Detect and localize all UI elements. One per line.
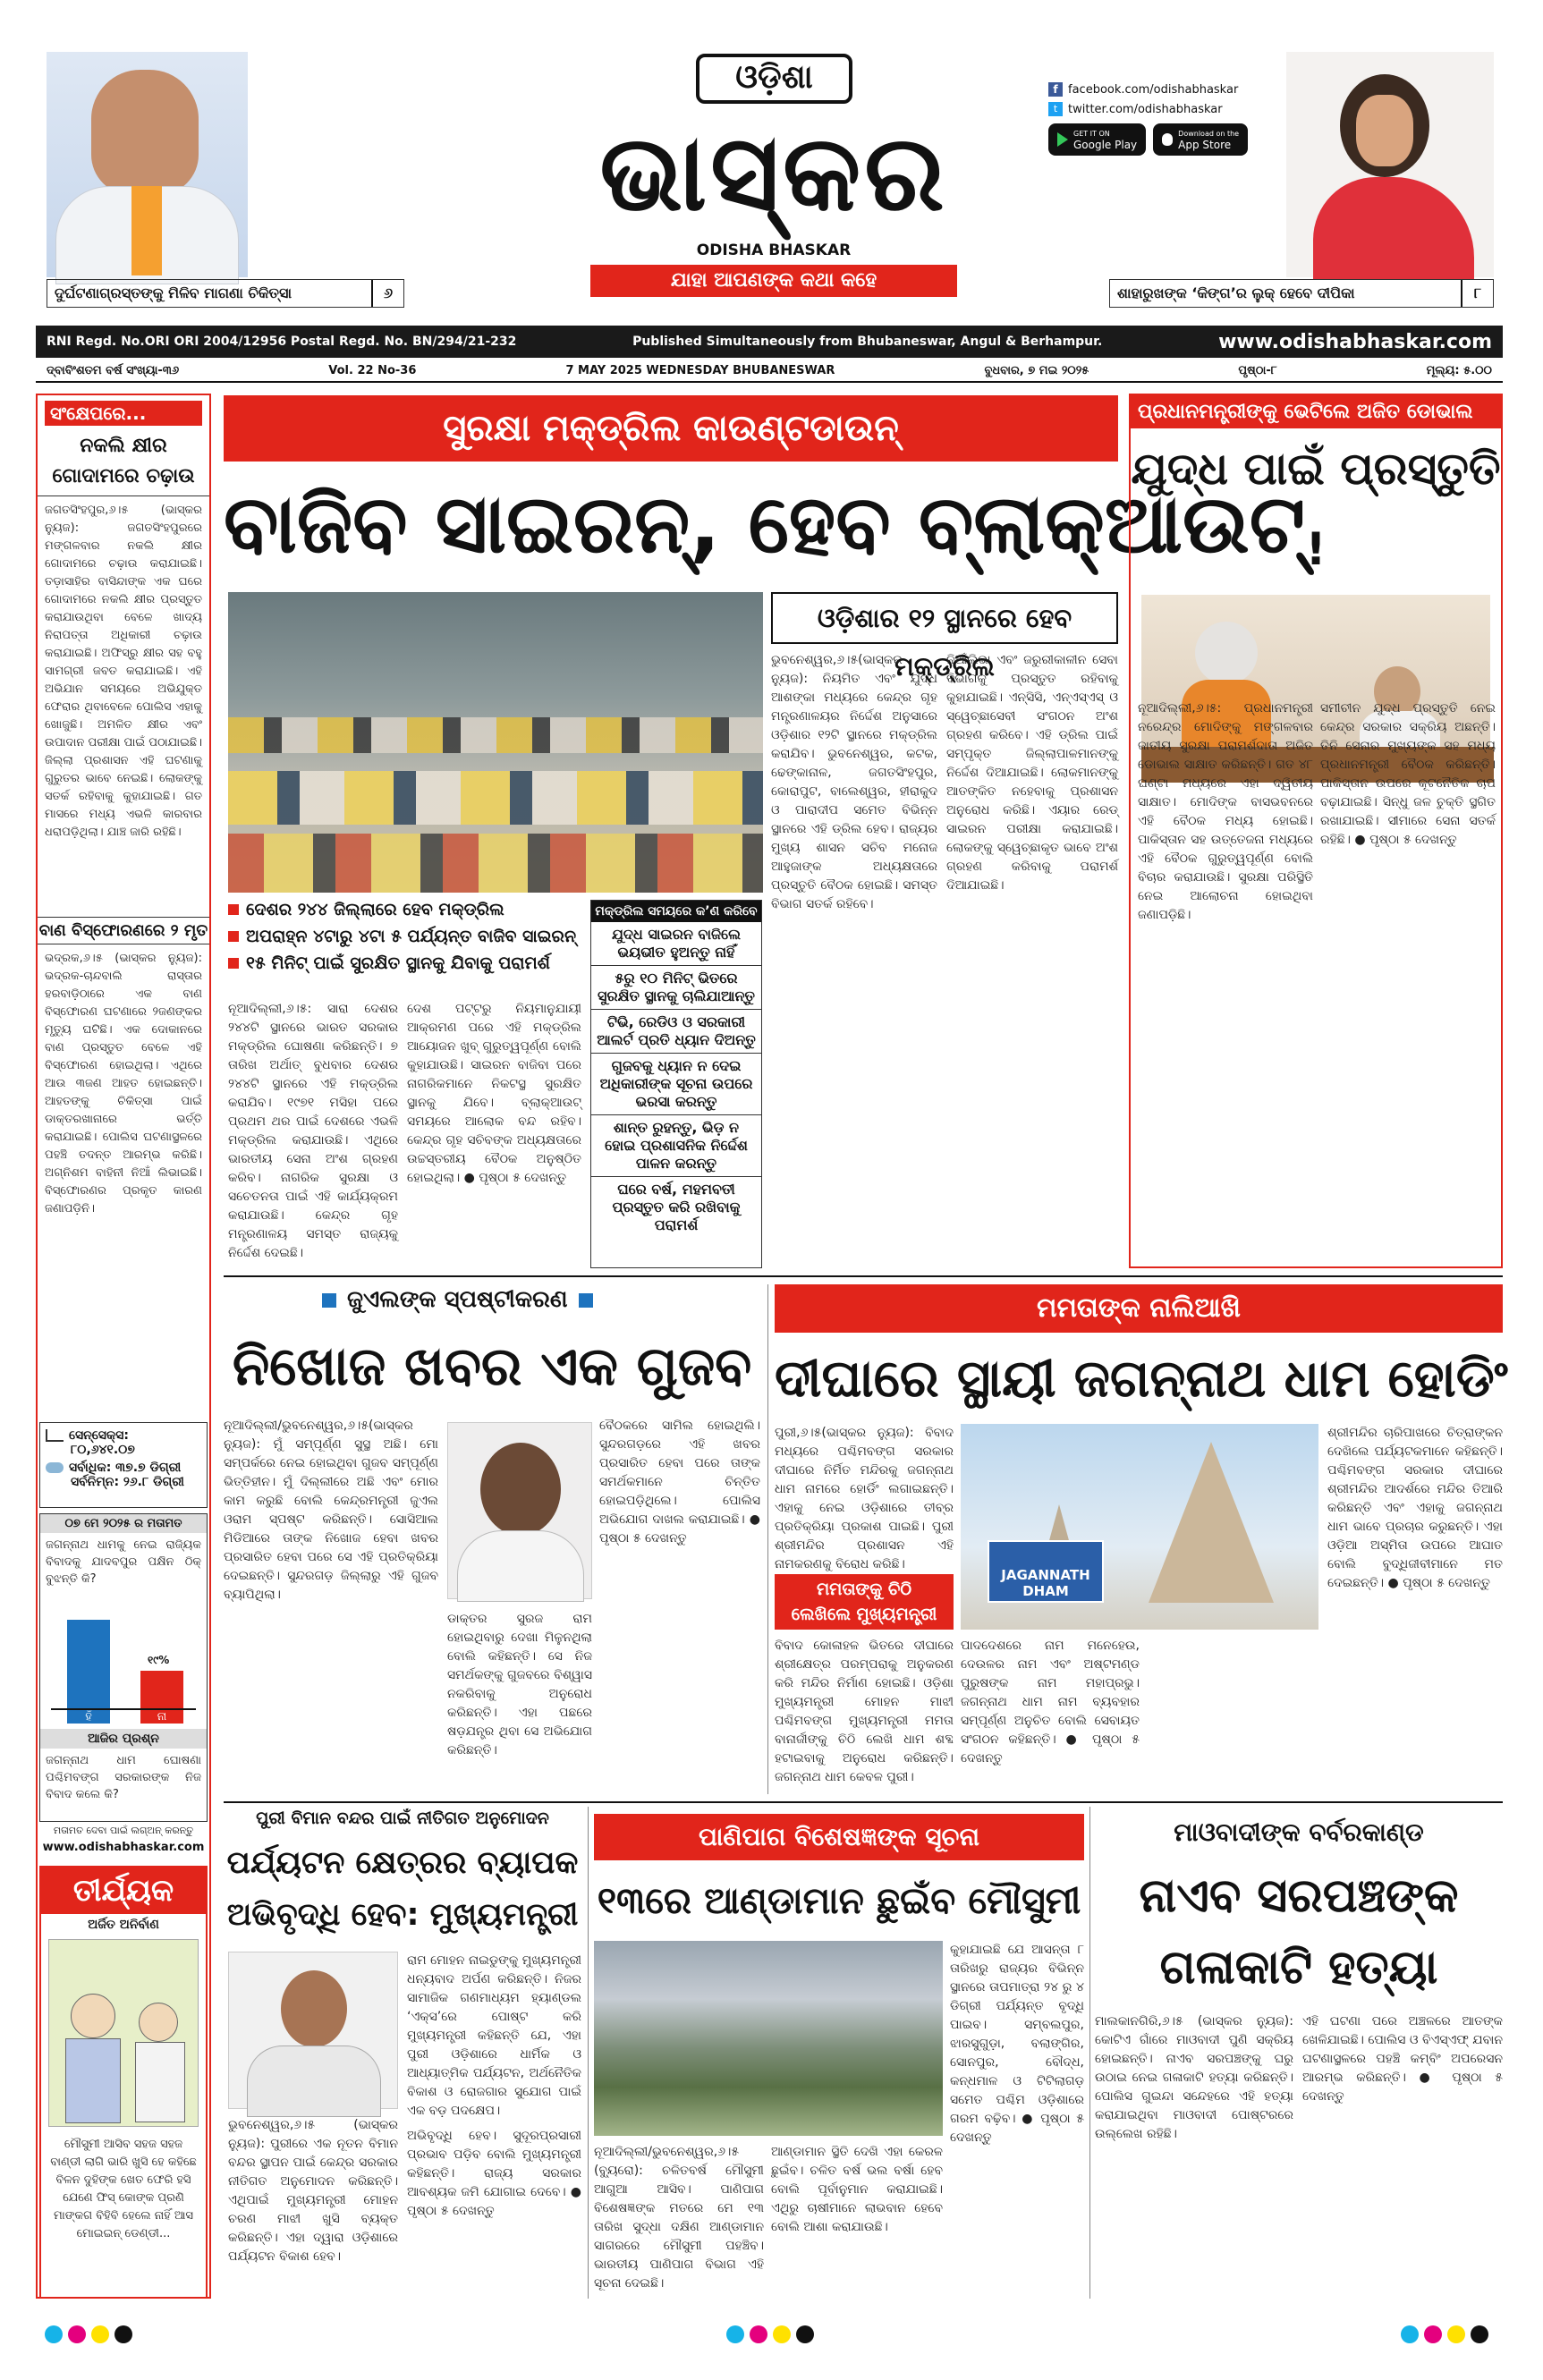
- lead-body-a: ନୂଆଦିଲ୍ଲୀ,୬।୫: ସାରା ଦେଶର ୨୪୪ଟି ସ୍ଥାନରେ ଭାରତ ସରକାର ମକ୍‌ଡ୍ରିଲ ଘୋଷଣା କରିଛନ୍ତି। ୭ ତାରିଖ ଅର୍ଥାତ୍ ବୁଧବାର ଦେଶର ୨୪୪ଟି ସ୍ଥାନରେ ଏହି ମକ୍‌ଡ୍ରିଲ କରାଯିବ। ୧୯୭୧ ମସିହା ପରେ ପ୍ରଥମ ଥର ପାଇଁ ଦେଶରେ ଏଭଳି ମକ୍‌ଡ୍ରିଲ କରାଯାଉଛି। ଏଥିରେ ଭାରତୀୟ ସେନା ଅଂଶ ଗ୍ରହଣ କରିବ। ନାଗରିକ ସୁରକ୍ଷା ଓ ସଚେତନତା ପାଇଁ ଏହି କାର୍ଯ୍ୟକ୍ରମ କରାଯାଉଛି। କେନ୍ଦ୍ର ଗୃହ ମନ୍ତ୍ରଣାଳୟ ସମସ୍ତ ରାଜ୍ୟକୁ ନିର୍ଦ୍ଦେଶ ଦେଇଛି।: [228, 1002, 398, 1260]
- magenta-dot: [750, 2325, 767, 2343]
- twitter-link[interactable]: twitter.com/odishabhaskar: [1068, 102, 1223, 116]
- lead-bullets: [228, 900, 581, 980]
- column-rule: [767, 1284, 768, 1794]
- market-weather-box: [39, 1422, 208, 1508]
- maoist-body-a: ମାଲକାନଗିରି,୬।୫ (ଭାସ୍କର ନ୍ୟୁଜ): କୋଟିଏ ଗାଁରେ ମାଓବାଦୀ ପୁଣି ସକ୍ରିୟ ହୋଇଛନ୍ତି। ନାଏବ ସରପଞ୍ଚଙ୍କୁ ଘରୁ ଉଠାଇ ନେଇ ଗଳାକାଟି ହତ୍ୟା କରିଛନ୍ତି। ପୋଲିସ ଗୁଇନ୍ଦା ସନ୍ଦେହରେ ଏହି ହତ୍ୟା କରାଯାଇଥିବା ମାଓବାଦୀ ପୋଷ୍ଟରରେ ଉଲ୍ଲେଖ ରହିଛି।: [1095, 2014, 1293, 2141]
- volume: Vol. 22 No-36: [328, 363, 417, 377]
- black-dot: [114, 2325, 132, 2343]
- bullet-square-icon: [228, 931, 239, 942]
- monsoon-kicker: ପାଣିପାଗ ବିଶେଷଜ୍ଞଙ୍କ ସୂଚନା: [594, 1814, 1084, 1860]
- maoist-headline: ନାଏବ ସରପଞ୍ଚଙ୍କ ଗଳାକାଟି ହତ୍ୟା: [1139, 1869, 1459, 1995]
- today-question: ଜଗନ୍ନାଥ ଧାମ ଘୋଷଣା ପଶ୍ଚିମବଙ୍ଗ ସରକାରଙ୍କ ନିଜ ବିବାଦ କଲେ କି?: [46, 1754, 201, 1801]
- drill-photo: [228, 592, 763, 893]
- section-rule: [224, 1801, 1503, 1803]
- brief-story2-body: ଭଦ୍ରକ,୬।୫ (ଭାସ୍କର ନ୍ୟୁଜ): ଭଦ୍ରକ-ଚାନ୍ଦବାଲି ରାସ୍ତାର ହରବାଡ଼ିଠାରେ ଏକ ବାଣ ବିସ୍ଫୋରଣ ଘଟଣାରେ ୨ଜଣଙ୍କର ମୃତ୍ୟୁ ଘଟିଛି। ଏକ ଦୋକାନରେ ବାଣ ପ୍ରସ୍ତୁତ ବେଳେ ଏହି ବିସ୍ଫୋରଣ ହୋଇଥିଲା। ଏଥିରେ ଆଉ ୩ଜଣ ଆହତ ହୋଇଛନ୍ତି। ଆହତଙ୍କୁ ଚିକିତ୍ସା ପାଇଁ ଡାକ୍ତରଖାନାରେ ଭର୍ତ୍ତି କରାଯାଇଛି। ପୋଲିସ ଘଟଣାସ୍ଥଳରେ ପହଞ୍ଚି ତଦନ୍ତ ଆରମ୍ଭ କରିଛି। ଅଗ୍ନିଶମ ବାହିନୀ ନିଆଁ ଲିଭାଇଛି। ବିସ୍ଫୋରଣର ପ୍ରକୃତ କାରଣ ଜଣାପଡ଼ିନି।: [45, 952, 202, 1215]
- yellow-dot: [1447, 2325, 1465, 2343]
- airport-body-c: ଅଭିବୃଦ୍ଧି ହେବ। ସୁଦୂରପ୍ରସାରୀ ପ୍ରଭାବ ପଡ଼ିବ ବୋଲି ମୁଖ୍ୟମନ୍ତ୍ରୀ କହିଛନ୍ତି। ରାଜ୍ୟ ସରକାର ଆବଶ୍ୟକ ଜମି ଯୋଗାଇ ଦେବେ। ● ପୃଷ୍ଠା ୫ ଦେଖନ୍ତୁ: [407, 2129, 581, 2218]
- right-promo-strip[interactable]: [1109, 279, 1494, 308]
- google-play-icon: [1057, 132, 1068, 147]
- apple-icon: [1162, 133, 1173, 146]
- lead-body-c: ଭୁବନେଶ୍ୱର,୬।୫(ଭାସ୍କର ନ୍ୟୁଜ): ନିୟମିତ ଏବଂ ଯୁଦ୍ଧ ଆଶଙ୍କା ମଧ୍ୟରେ କେନ୍ଦ୍ର ଗୃହ ମନ୍ତ୍ରଣାଳୟର ନିର୍ଦ୍ଦେଶ ଅନୁସାରେ ଓଡ଼ିଶାର ୧୨ଟି ସ୍ଥାନରେ ମକ୍‌ଡ୍ରିଲ କରାଯିବ। ଭୁବନେଶ୍ୱର, କଟକ, ଢେଙ୍କାନାଳ, ଜଗତସିଂହପୁର, କୋରାପୁଟ, ବାଲେଶ୍ୱର, ହୀରାକୁଦ ଓ ପାରାଦୀପ ସମେତ ବିଭିନ୍ନ ସ୍ଥାନରେ ଏହି ଡ୍ରିଲ ହେବ। ରାଜ୍ୟର ମୁଖ୍ୟ ଶାସନ ସଚିବ ମନୋଜ ଆହୁଜାଙ୍କ ଅଧ୍ୟକ୍ଷତାରେ ପ୍ରସ୍ତୁତି ବୈଠକ ହୋଇଛି। ସମସ୍ତ ବିଭାଗ ସତର୍କ ରହିବେ।: [771, 653, 937, 911]
- poll-chart: [51, 1603, 196, 1710]
- registration-marks-right: [1401, 2325, 1494, 2347]
- masthead-tagline: ଯାହା ଆପଣଙ୍କ କଥା କହେ: [590, 265, 957, 297]
- mamata-inset: ମମତାଙ୍କୁ ଚିଠି ଲେଖିଲେ ମୁଖ୍ୟମନ୍ତ୍ରୀ: [775, 1574, 954, 1630]
- poll-yes-label: ହଁ: [67, 1710, 110, 1724]
- black-dot: [796, 2325, 814, 2343]
- lead-headline: ବାଜିବ ସାଇରନ୍, ହେବ ବ୍ଲାକ୍‌ଆଉଟ୍: [224, 478, 1306, 572]
- masthead-title: ଭାସ୍କର: [599, 111, 948, 234]
- top-wordmark: ଓଡ଼ିଶା: [696, 54, 852, 104]
- published-text: Published Simultaneously from Bhubaneswar, Angul & Berhampur.: [632, 335, 1103, 349]
- google-play-small: GET IT ON: [1073, 130, 1110, 138]
- mamata-body-c: ପାଦଦେଶରେ ନାମ ମନେହେଉ, ଦେଉଳର ନାମ ଏବଂ ଅଷ୍ଟମଣ୍ଡ ପୁରୁଷଙ୍କ ନାମ ମହାପ୍ରଭୁ। ଜଗନ୍ନାଥ ଧାମ ନାମ ବ୍ୟବହାର ସମ୍ପୂର୍ଣ୍ଣ ଅନୁଚିତ ବୋଲି ସେବାୟତ ସଂଗଠନ କହିଛନ୍ତି। ● ପୃଷ୍ଠା ୫ ଦେଖନ୍ତୁ: [961, 1639, 1140, 1766]
- masthead-english: ODISHA BHASKAR: [696, 241, 852, 259]
- website-text[interactable]: www.odishabhaskar.com: [1218, 330, 1492, 353]
- today-question-header: ଆଜିର ପ୍ରଶ୍ନ: [40, 1729, 207, 1749]
- page-count: ପୃଷ୍ଠା-୮: [1238, 363, 1277, 377]
- right-lead-body-b: ସମୀଚୀନ ଯୁଦ୍ଧ ପ୍ରସ୍ତୁତି ନେଇ କେନ୍ଦ୍ର ସରକାର ସକ୍ରିୟ ଅଛନ୍ତି। ତିନି ସେନାର ମୁଖ୍ୟଙ୍କ ସହ ମଧ୍ୟ ପ୍ରଧାନମନ୍ତ୍ରୀ ବୈଠକ କରିଛନ୍ତି। ପାକିସ୍ତାନ ଉପରେ କୂଟନୈତିକ ଚାପ ବଢ଼ାଯାଇଛି। ସିନ୍ଧୁ ଜଳ ଚୁକ୍ତି ସ୍ଥଗିତ ରଖାଯାଇଛି। ସୀମାରେ ସେନା ସତର୍କ ରହିଛି। ● ପୃଷ୍ଠା ୫ ଦେଖନ୍ତୁ: [1320, 701, 1496, 847]
- kicker-square-icon: [579, 1293, 593, 1308]
- app-store-small: Download on the: [1178, 130, 1240, 138]
- leader-photo: [47, 52, 248, 277]
- right-lead-body-a: ନୂଆଦିଲ୍ଲୀ,୬।୫: ପ୍ରଧାନମନ୍ତ୍ରୀ ନରେନ୍ଦ୍ର ମୋଦିଙ୍କୁ ମଙ୍ଗଳବାର ଜାତୀୟ ସୁରକ୍ଷା ପରାମର୍ଶଦାତା ଅଜିତ ଡୋଭାଲ ସାକ୍ଷାତ କରିଛନ୍ତି। ଗତ ୪୮ ଘଣ୍ଟା ମଧ୍ୟରେ ଏହା ଦ୍ୱିତୀୟ ସାକ୍ଷାତ। ମୋଦିଙ୍କ ବାସଭବନରେ ଏହି ବୈଠକ ମଧ୍ୟ ହୋଇଛି। ପାକିସ୍ତାନ ସହ ଉତ୍ତେଜନା ମଧ୍ୟରେ ଏହି ବୈଠକ ଗୁରୁତ୍ୱପୂର୍ଣ୍ଣ ବୋଲି ବିଚାର କରାଯାଉଛି। ସୁରକ୍ଷା ପରିସ୍ଥିତି ନେଇ ଆଲୋଚନା ହୋଇଥିବା ଜଣାପଡ଼ିଛି।: [1138, 701, 1313, 922]
- yellow-dot: [91, 2325, 109, 2343]
- temple-photo: [961, 1424, 1318, 1630]
- jual-kicker: ଜୁଏଲଙ୍କ ସ୍ପଷ୍ଟୀକରଣ: [322, 1286, 593, 1314]
- airport-headline: ପର୍ଯ୍ୟଟନ କ୍ଷେତ୍ରର ବ୍ୟାପକ ଅଭିବୃଦ୍ଧି ହେବ: ମୁଖ୍ୟମନ୍ତ୍ରୀ: [226, 1845, 579, 1933]
- poll-bar-yes: [67, 1620, 110, 1708]
- cartoon-title: ତୀର୍ଯ୍ୟକ: [41, 1868, 206, 1914]
- right-lead-box: [1129, 394, 1503, 1268]
- section-rule: [224, 1275, 1503, 1277]
- registration-marks-left: [45, 2325, 138, 2347]
- jual-body-b: ଡାକ୍ତର ସୁରଜ ରାମ ହୋଇଥିବାରୁ ଦେଖା ମିଳୁନଥିଲା ବୋଲି କହିଛନ୍ତି। ସେ ନିଜ ସମର୍ଥକଙ୍କୁ ଗୁଜବରେ ବିଶ୍ୱାସ ନକରିବାକୁ ଅନୁରୋଧ କରିଛନ୍ତି। ଏହା ପଛରେ ଷଡ଼ଯନ୍ତ୍ର ଥିବା ସେ ଅଭିଯୋଗ କରିଛନ୍ତି।: [447, 1612, 592, 1757]
- monsoon-photo: [594, 1941, 943, 2136]
- right-promo-text: ଶାହାରୁଖଙ୍କ ‘କିଙ୍ଗ’ର ଲୁକ୍ ହେବେ ଦୀପିକା: [1117, 284, 1355, 301]
- tip-6: ଘରେ ବର୍ଷ, ମହମବତୀ ପ୍ରସ୍ତୁତ କରି ରଖିବାକୁ ପରାମର୍ଶ: [612, 1181, 741, 1233]
- cartoon-artist: ଅର୍ଜିତ ଅନିର୍ବାଣ: [88, 1918, 159, 1932]
- twitter-icon: t: [1048, 102, 1063, 116]
- jual-headline: ନିଖୋଜ ଖବର ଏକ ଗୁଜବ: [232, 1335, 752, 1398]
- maoist-body-b: ଏହି ଘଟଣା ପରେ ଅଞ୍ଚଳରେ ଆତଙ୍କ ଖେଳିଯାଇଛି। ପୋଲିସ ଓ ବିଏସ୍‌ଏଫ୍ ଯବାନ ଘଟଣାସ୍ଥଳରେ ପହଞ୍ଚି କମ୍ବିଂ ଅପରେସନ ଆରମ୍ଭ କରିଛନ୍ତି। ● ପୃଷ୍ଠା ୫ ଦେଖନ୍ତୁ: [1302, 2014, 1503, 2104]
- app-store-badge[interactable]: [1153, 123, 1248, 156]
- jual-photo: [447, 1422, 592, 1599]
- sensex-value: ୮୦,୬୪୧.୦୭: [71, 1443, 135, 1457]
- max-temp: ସର୍ବାଧିକ: ୩୭.୭ ଡିଗ୍ରୀ: [69, 1461, 182, 1475]
- tips-box: [590, 900, 762, 1268]
- right-promo-page: ୮: [1461, 280, 1493, 307]
- poll-header: ୦୭ ମେ ୨୦୨୫ ର ମତାମତ: [40, 1514, 207, 1533]
- stock-chart-icon: [46, 1429, 64, 1442]
- temple-sign: JAGANNATH DHAM: [988, 1540, 1104, 1603]
- poll-bar-no: [140, 1671, 183, 1708]
- lead-banner: ସୁରକ୍ଷା ମକ୍‌ଡ୍ରିଲ କାଉଣ୍ଟଡାଉନ୍: [224, 395, 1118, 462]
- brief-story1-title: ନକଲି କ୍ଷୀର ଗୋଦାମରେ ଚଢ଼ାଉ: [38, 431, 209, 496]
- right-lead-headline: ଯୁଦ୍ଧ ପାଇଁ ପ୍ରସ୍ତୁତି !: [1131, 443, 1501, 575]
- cartoon-box: [39, 1866, 208, 2299]
- bullet-square-icon: [228, 904, 239, 915]
- tip-3: ଟିଭି, ରେଡିଓ ଓ ସରକାରୀ ଆଲର୍ଟ ପ୍ରତି ଧ୍ୟାନ ଦିଅନ୍ତୁ: [591, 1010, 761, 1054]
- facebook-link[interactable]: facebook.com/odishabhaskar: [1068, 82, 1239, 97]
- cartoon-caption: ମୌସୁମୀ ଆସିବ ସହଜ ସହଜ ବାଣ୍ଡୀ ଲାଗି ଭାରି ଖୁସି ହେ କହିଛେ ବିଳନ ଦୁହିଙ୍କ ଖେତ ଫେରି ହସି ଯେଣେ ଫିସ୍ କୋଙ୍କ ପ୍ରଣି ମାଙ୍କଗ ବିହିବି ହେଲେ ନାହିଁ ଆସ ମୋଇଇନ୍ ଡେଣ୍ଡୀ...: [50, 2138, 197, 2240]
- brief-story1-body: ଜଗତସିଂହପୁର,୬।୫ (ଭାସ୍କର ନ୍ୟୁଜ): ଜଗତସିଂହପୁରରେ ମଙ୍ଗଳବାର ନକଲି କ୍ଷୀର ଗୋଦାମରେ ଚଢ଼ାଉ କରାଯାଇଛି। ତଡ଼ାସାହିର ବାସିନ୍ଦାଙ୍କ ଏକ ଘରେ ଗୋଦାମରେ ନକଲି କ୍ଷୀର ପ୍ରସ୍ତୁତ କରାଯାଉଥିବା ବେଳେ ଖାଦ୍ୟ ନିରାପତ୍ତା ଅଧିକାରୀ ଚଢ଼ାଉ କରାଯାଇଛି। ଅଫିସ୍ରୁ କ୍ଷୀର ସହ ବହୁ ସାମଗ୍ରୀ ଜବତ କରାଯାଇଛି। ଏହି ଅଭିଯାନ ସମୟରେ ଅଭିଯୁକ୍ତ ଫେରାର ଥିବାବେଳେ ପୋଲିସ ଏହାକୁ ଖୋଜୁଛି। ଅମଳିତ କ୍ଷୀର ଏବଂ ଉପାଦାନ ପରୀକ୍ଷା ପାଇଁ ପଠାଯାଇଛି। ଜିଲ୍ଲା ପ୍ରଶାସନ ଏହି ଘଟଣାକୁ ଗୁରୁତର ଭାବେ ନେଇଛି। ଲୋକଙ୍କୁ ସତର୍କ ରହିବାକୁ କୁହାଯାଇଛି। ଗତ ମାସରେ ମଧ୍ୟ ଏଭଳି କାରବାର ଧରାପଡ଼ିଥିଲା। ଯାଞ୍ଚ ଜାରି ରହିଛି।: [45, 504, 202, 839]
- sensex-label: ସେନ୍‌ସେକ୍ସ:: [69, 1428, 130, 1443]
- monsoon-headline: ୧୩ରେ ଆଣ୍ଡାମାନ ଛୁଇଁବ ମୌସୁମୀ: [597, 1879, 1081, 1922]
- lead-subhead-box: [771, 592, 1118, 682]
- jual-body-a: ନୂଆଦିଲ୍ଲୀ/ଭୁବନେଶ୍ୱର,୬।୫(ଭାସ୍କର ନ୍ୟୁଜ): ମୁଁ ସମ୍ପୂର୍ଣ୍ଣ ସୁସ୍ଥ ଅଛି। ମୋ ସମ୍ପର୍କରେ ନେଇ ହୋଇଥିବା ଗୁଜବ ସମ୍ପୂର୍ଣ୍ଣ ଭିତ୍ତିହୀନ। ମୁଁ ଦିଲ୍ଲୀରେ ଅଛି ଏବଂ ମୋର କାମ କରୁଛି ବୋଲି କେନ୍ଦ୍ରମନ୍ତ୍ରୀ ଜୁଏଲ ଓରାମ ସ୍ପଷ୍ଟ କରିଛନ୍ତି। ସୋସିଆଲ ମିଡିଆରେ ତାଙ୍କ ନିଖୋଜ ହେବା ଖବର ପ୍ରସାରିତ ହେବା ପରେ ସେ ଏହି ପ୍ରତିକ୍ରିୟା ଦେଇଛନ୍ତି। ସୁନ୍ଦରଗଡ଼ ଜିଲ୍ଲାରୁ ଏହି ଗୁଜବ ବ୍ୟାପିଥିଲା।: [224, 1419, 438, 1602]
- bullet-square-icon: [228, 958, 239, 969]
- column-rule: [1089, 1807, 1090, 2299]
- registration-marks-center: [726, 2325, 819, 2347]
- column-rule: [588, 1807, 589, 2299]
- rni-text: RNI Regd. No.ORI ORI 2004/12956 Postal Regd. No. BN/294/21-232: [47, 335, 517, 349]
- price: ମୂଲ୍ୟ: ୫.୦୦: [1426, 363, 1492, 377]
- left-promo-text: ଦୁର୍ଘଟଣାଗ୍ରସ୍ତଙ୍କୁ ମିଳିବ ମାଗଣା ଚିକିତ୍ସା: [55, 284, 292, 301]
- date-odia: ବୁଧବାର, ୭ ମଇ ୨୦୨୫: [984, 363, 1089, 377]
- yellow-dot: [773, 2325, 791, 2343]
- app-store-label: App Store: [1178, 139, 1232, 151]
- jual-body-c: ବୈଠକରେ ସାମିଲ ହୋଇଥିଲି। ସୁନ୍ଦରଗଡ଼ରେ ଏହି ଖବର ପ୍ରସାରିତ ହେବା ପରେ ତାଙ୍କ ସମର୍ଥକମାନେ ଚିନ୍ତିତ ହୋଇପଡ଼ିଥିଲେ। ପୋଲିସ ଅଭିଯୋଗ ଦାଖଲ କରାଯାଇଛି। ● ପୃଷ୍ଠା ୫ ଦେଖନ୍ତୁ: [599, 1419, 760, 1546]
- registration-bar: [36, 326, 1503, 358]
- left-promo-page: ୬: [371, 280, 403, 307]
- monsoon-body-c: ଆଣ୍ଡାମାନ ସ୍ଥିତି ଦେଖି ଏହା କେରଳ ଛୁଇଁବ। ଚଳିତ ବର୍ଷ ଭଲ ବର୍ଷା ହେବ ବୋଲି ପୂର୍ବାନୁମାନ କରାଯାଇଛି। ଏଥିରୁ ଚାଷୀମାନେ ଲାଭବାନ ହେବେ ବୋଲି ଆଶା କରାଯାଉଛି।: [771, 2145, 943, 2234]
- cyan-dot: [1401, 2325, 1419, 2343]
- maoist-kicker: ମାଓବାଦୀଙ୍କ ବର୍ବରକାଣ୍ଡ: [1174, 1817, 1424, 1847]
- brief-label: ସଂକ୍ଷେପରେ...: [45, 401, 202, 426]
- black-dot: [1471, 2325, 1488, 2343]
- poll-no-value: ୧୯%: [148, 1654, 170, 1666]
- tip-1: ଯୁଦ୍ଧ ସାଇରନ ବାଜିଲେ ଭୟଭୀତ ହୁଅନ୍ତୁ ନାହିଁ: [591, 922, 761, 966]
- airport-body-a: ରାମ ମୋହନ ନାଇଡୁଙ୍କୁ ମୁଖ୍ୟମନ୍ତ୍ରୀ ଧନ୍ୟବାଦ ଅର୍ପଣ କରିଛନ୍ତି। ନିଜର ସାମାଜିକ ଗଣମାଧ୍ୟମ ହ୍ୟାଣ୍ଡଲ ‘ଏକ୍ସ’ରେ ପୋଷ୍ଟ କରି ମୁଖ୍ୟମନ୍ତ୍ରୀ କହିଛନ୍ତି ଯେ, ଏହା ପୁରୀ ଓଡ଼ିଶାରେ ଧାର୍ମିକ ଓ ଆଧ୍ୟାତ୍ମିକ ପର୍ଯ୍ୟଟନ, ଅର୍ଥନୈତିକ ବିକାଶ ଓ ରୋଜଗାର ସୁଯୋଗ ପାଇଁ ଏକ ବଡ଼ ପଦକ୍ଷେପ।: [407, 1953, 581, 2118]
- year-issue: ଦ୍ବାବିଂଶତମ ବର୍ଷ ସଂଖ୍ୟା-୩୬: [47, 363, 180, 377]
- left-promo-strip[interactable]: [47, 279, 404, 308]
- google-play-badge[interactable]: [1048, 123, 1146, 156]
- mamata-body-a: ପୁରୀ,୬।୫(ଭାସ୍କର ନ୍ୟୁଜ): ବିବାଦ ମଧ୍ୟରେ ପଶ୍ଚିମବଙ୍ଗ ସରକାର ଦୀଘାରେ ନିର୍ମିତ ମନ୍ଦିରକୁ ଜଗନ୍ନାଥ ଧାମ ନାମରେ ହୋର୍ଡିଂ ଲଗାଇଛନ୍ତି। ଏହାକୁ ନେଇ ଓଡ଼ିଶାରେ ତୀବ୍ର ପ୍ରତିକ୍ରିୟା ପ୍ରକାଶ ପାଇଛି। ପୁରୀ ଶ୍ରୀମନ୍ଦିର ପ୍ରଶାସନ ଏହି ନାମକରଣକୁ ବିରୋଧ କରିଛି।: [775, 1426, 954, 1571]
- mamata-kicker: ମମତାଙ୍କ ନାଲିଆଖି: [775, 1284, 1503, 1333]
- monsoon-body-a: କୁହାଯାଇଛି ଯେ ଆସନ୍ତା ୮ ତାରିଖରୁ ରାଜ୍ୟର ବିଭିନ୍ନ ସ୍ଥାନରେ ତାପମାତ୍ରା ୨୪ ରୁ ୪ ଡିଗ୍ରୀ ପର୍ଯ୍ୟନ୍ତ ବୃଦ୍ଧି ପାଇବ। ସମ୍ବଲପୁର, ଝାରସୁଗୁଡ଼ା, ବଲାଙ୍ଗିର, ସୋନପୁର, ବୌଦ୍ଧ, କନ୍ଧମାଳ ଓ ଟିଟିଲାଗଡ଼ ସମେତ ପଶ୍ଚିମ ଓଡ଼ିଶାରେ ଗରମ ବଢ଼ିବ। ● ପୃଷ୍ଠା ୫ ଦେଖନ୍ତୁ: [950, 1943, 1084, 2145]
- min-temp: ସର୍ବନିମ୍ନ: ୨୬.୮ ଡିଗ୍ରୀ: [71, 1475, 184, 1489]
- facebook-icon: f: [1048, 82, 1063, 97]
- cyan-dot: [726, 2325, 744, 2343]
- tip-4: ଗୁଜବକୁ ଧ୍ୟାନ ନ ଦେଇ ଅଧିକାରୀଙ୍କ ସୂଚନା ଉପରେ ଭରସା କରନ୍ତୁ: [591, 1054, 761, 1115]
- opinion-poll-box: [39, 1513, 208, 1822]
- right-lead-kicker: ପ୍ରଧାନମନ୍ତ୍ରୀଙ୍କୁ ଭେଟିଲେ ଅଜିତ ଡୋଭାଲ: [1131, 395, 1501, 428]
- cartoon-drawing: [48, 1939, 199, 2127]
- tip-2: ୫ରୁ ୧୦ ମିନିଟ୍ ଭିତରେ ସୁରକ୍ଷିତ ସ୍ଥାନକୁ ଚାଲିଯାଆନ୍ତୁ: [591, 966, 761, 1010]
- dateline-bar: [36, 360, 1503, 383]
- cyan-dot: [45, 2325, 63, 2343]
- vote-site[interactable]: www.odishabhaskar.com: [42, 1841, 205, 1854]
- actress-photo: [1286, 52, 1494, 277]
- weather-icon: [46, 1462, 64, 1473]
- mamata-headline: ଦୀଘାରେ ସ୍ଥାୟୀ ଜଗନ୍ନାଥ ଧାମ ହୋଡିଂ: [775, 1348, 1508, 1409]
- airport-kicker: ପୁରୀ ବିମାନ ବନ୍ଦର ପାଇଁ ନୀତିଗତ ଅନୁମୋଦନ: [256, 1808, 549, 1828]
- lead-body-d: ନିଆଁଲିଭା ଏବଂ ଜରୁରୀକାଳୀନ ସେବା ବିଭାଗକୁ ପ୍ରସ୍ତୁତ ରହିବାକୁ କୁହାଯାଇଛି। ଏନ୍‌ସିସି, ଏନ୍‌ଏସ୍‌ଏସ୍ ଓ ସ୍ୱେଚ୍ଛାସେବୀ ସଂଗଠନ ଅଂଶ ଗ୍ରହଣ କରିବେ। ଏହି ଡ୍ରିଲ ପାଇଁ ସମ୍ପୃକ୍ତ ଜିଲ୍ଲାପାଳମାନଙ୍କୁ ନିର୍ଦ୍ଦେଶ ଦିଆଯାଇଛି। ଲୋକମାନଙ୍କୁ ଆତଙ୍କିତ ନହେବାକୁ ପ୍ରଶାସନ ଅନୁରୋଧ କରିଛି। ଏୟାର ରେଡ୍ ସାଇରନ ପରୀକ୍ଷା କରାଯାଇଛି। ଲୋକଙ୍କୁ ସ୍ୱେଚ୍ଛାକୃତ ଭାବେ ଅଂଶ ଗ୍ରହଣ କରିବାକୁ ପରାମର୍ଶ ଦିଆଯାଇଛି।: [946, 653, 1118, 893]
- magenta-dot: [68, 2325, 86, 2343]
- mamata-body-d: ଶ୍ରୀମନ୍ଦିର ଚାରିପାଖରେ ଚିତ୍ରାଙ୍କନ ଦେଖିଲେ ପର୍ଯ୍ୟଟକମାନେ କହିଛନ୍ତି। ପଶ୍ଚିମବଙ୍ଗ ସରକାର ଦୀଘାରେ ଶ୍ରୀମନ୍ଦିର ଆଦର୍ଶରେ ମନ୍ଦିର ତିଆରି କରିଛନ୍ତି ଏବଂ ଏହାକୁ ଜଗନ୍ନାଥ ଧାମ ଭାବେ ପ୍ରଚାର କରୁଛନ୍ତି। ଏହା ଓଡ଼ିଆ ଅସ୍ମିତା ଉପରେ ଆଘାତ ବୋଲି ବୁଦ୍ଧିଜୀବୀମାନେ ମତ ଦେଇଛନ୍ତି। ● ପୃଷ୍ଠା ୫ ଦେଖନ୍ତୁ: [1327, 1426, 1503, 1590]
- lead-bullet-2: ଅପରାହ୍ନ ୪ଟାରୁ ୪ଟା ୫ ପର୍ଯ୍ୟନ୍ତ ବାଜିବ ସାଇରନ୍: [246, 927, 577, 946]
- magenta-dot: [1424, 2325, 1442, 2343]
- poll-question: ଜଗନ୍ନାଥ ଧାମକୁ ନେଇ ରାଜ୍ୟିକ ବିବାଦକୁ ଯାଦବପୁର ପକ୍ଷିନ ଠିକ୍ ବୁଝନ୍ତି କି?: [46, 1538, 201, 1586]
- lead-bullet-1: ଦେଶର ୨୪୪ ଜିଲ୍ଲାରେ ହେବ ମକ୍‌ଡ୍ରିଲ: [246, 900, 504, 919]
- vote-instruction: ମତାମତ ଦେବା ପାଇଁ ଲଗ୍‌ଅନ୍ କରନ୍ତୁ: [53, 1825, 194, 1836]
- date-english: 7 MAY 2025 WEDNESDAY BHUBANESWAR: [565, 363, 835, 377]
- kicker-square-icon: [322, 1293, 336, 1308]
- lead-subhead: ଓଡ଼ିଶାର ୧୨ ସ୍ଥାନରେ ହେବ ମକ୍‌ଡ୍ରିଲ: [817, 603, 1072, 682]
- tips-title: ମକ୍‌ଡ୍ରିଲ ସମୟରେ କ’ଣ କରିବେ: [591, 901, 761, 922]
- monsoon-body-b: ନୂଆଦିଲ୍ଲୀ/ଭୁବନେଶ୍ୱର,୬।୫ (ବ୍ୟୁରୋ): ଚଳିତବର୍ଷ ମୌସୁମୀ ଆଗୁଆ ଆସିବ। ପାଣିପାଗ ବିଶେଷଜ୍ଞଙ୍କ ମତରେ ମେ ୧୩ ତାରିଖ ସୁଦ୍ଧା ଦକ୍ଷିଣ ଆଣ୍ଡାମାନ ସାଗରରେ ମୌସୁମୀ ପହଞ୍ଚିବ। ଭାରତୀୟ ପାଣିପାଗ ବିଭାଗ ଏହି ସୂଚନା ଦେଇଛି।: [594, 2145, 764, 2291]
- tip-5: ଶାନ୍ତ ରୁହନ୍ତୁ, ଭିଡ଼ ନ ହୋଇ ପ୍ରଶାସନିକ ନିର୍ଦ୍ଦେଶ ପାଳନ କରନ୍ତୁ: [591, 1115, 761, 1177]
- cm-photo: [228, 1952, 398, 2109]
- brief-story2-title: ବାଣ ବିସ୍ଫୋରଣରେ ୨ ମୃତ: [38, 917, 209, 944]
- mamata-body-b: ବିବାଦ କୋଳାହଳ ଭିତରେ ଦୀଘାରେ ଶ୍ରୀକ୍ଷେତ୍ର ପରମ୍ପରାକୁ ଅନୁକରଣ କରି ମନ୍ଦିର ନିର୍ମାଣ ହୋଇଛି। ଓଡ଼ିଶା ମୁଖ୍ୟମନ୍ତ୍ରୀ ମୋହନ ମାଝୀ ପଶ୍ଚିମବଙ୍ଗ ମୁଖ୍ୟମନ୍ତ୍ରୀ ମମତା ବାନାର୍ଜୀଙ୍କୁ ଚିଠି ଲେଖି ଧାମ ଶବ୍ଦ ହଟାଇବାକୁ ଅନୁରୋଧ କରିଛନ୍ତି। ଜଗନ୍ନାଥ ଧାମ କେବଳ ପୁରୀ।: [775, 1639, 954, 1784]
- lead-bullet-3: ୧୫ ମିନିଟ୍ ପାଇଁ ସୁରକ୍ଷିତ ସ୍ଥାନକୁ ଯିବାକୁ ପରାମର୍ଶ: [246, 953, 550, 973]
- social-block: [1048, 82, 1254, 156]
- airport-body-b: ଭୁବନେଶ୍ୱର,୬।୫ (ଭାସ୍କର ନ୍ୟୁଜ): ପୁରୀରେ ଏକ ନୂତନ ବିମାନ ବନ୍ଦର ସ୍ଥାପନ ପାଇଁ କେନ୍ଦ୍ର ସରକାର ନୀତିଗତ ଅନୁମୋଦନ କରିଛନ୍ତି। ଏଥିପାଇଁ ମୁଖ୍ୟମନ୍ତ୍ରୀ ମୋହନ ଚରଣ ମାଝୀ ଖୁସି ବ୍ୟକ୍ତ କରିଛନ୍ତି। ଏହା ଦ୍ୱାରା ଓଡ଼ିଶାରେ ପର୍ଯ୍ୟଟନ ବିକାଶ ହେବ।: [228, 2118, 398, 2264]
- lead-body-b: ଦେଶ ପଟ୍ଟରୁ ନିୟମାନୁଯାୟୀ ଆକ୍ରମଣ ପରେ ଏହି ମକ୍‌ଡ୍ରିଲ ଆୟୋଜନ ଖୁବ୍ ଗୁରୁତ୍ୱପୂର୍ଣ୍ଣ ବୋଲି କୁହାଯାଉଛି। ସାଇରନ ବାଜିବା ପରେ ନାଗରିକମାନେ ନିକଟସ୍ଥ ସୁରକ୍ଷିତ ସ୍ଥାନକୁ ଯିବେ। ବ୍ଲାକ୍‌ଆଉଟ୍ ସମୟରେ ଆଲୋକ ବନ୍ଦ ରହିବ। କେନ୍ଦ୍ର ଗୃହ ସଚିବଙ୍କ ଅଧ୍ୟକ୍ଷତାରେ ଉଚ୍ଚସ୍ତରୀୟ ବୈଠକ ଅନୁଷ୍ଠିତ ହୋଇଥିଲା। ● ପୃଷ୍ଠା ୫ ଦେଖନ୍ତୁ: [407, 1002, 581, 1185]
- poll-no-label: ନା: [140, 1710, 183, 1724]
- google-play-label: Google Play: [1073, 139, 1138, 151]
